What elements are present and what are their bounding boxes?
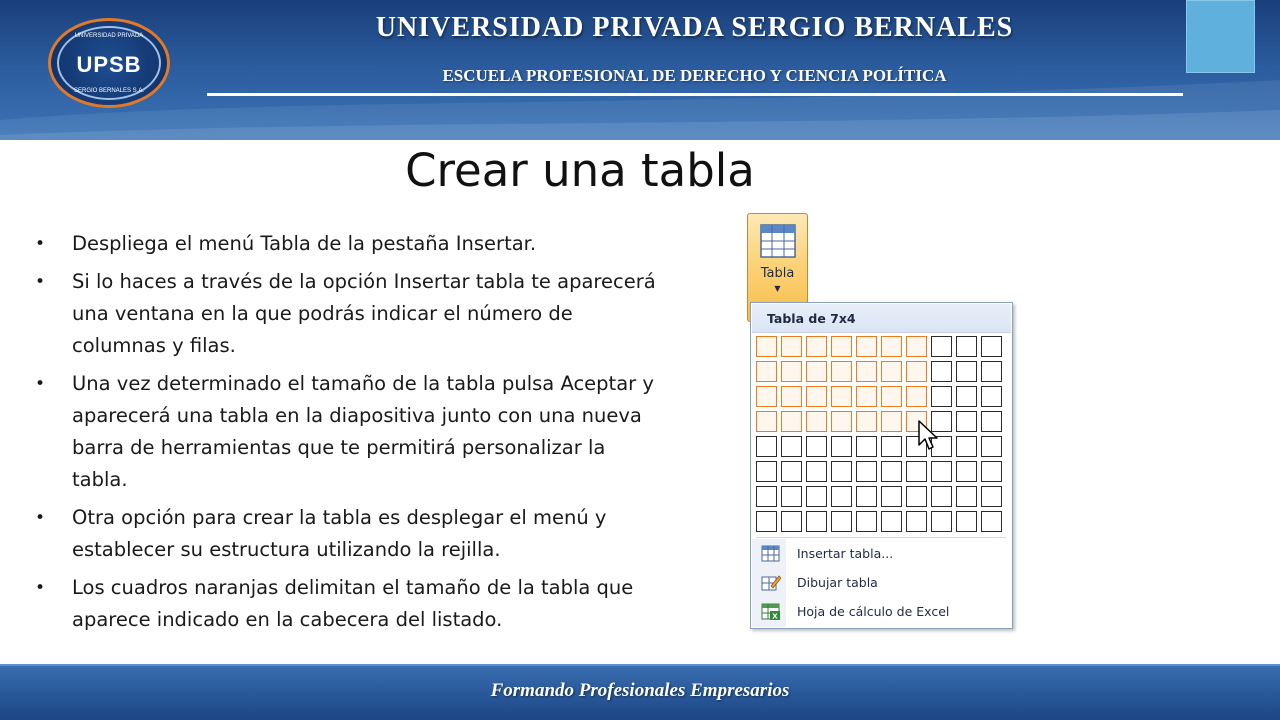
grid-cell[interactable] [806,511,827,532]
grid-cell[interactable] [981,361,1002,382]
grid-cell[interactable] [756,436,777,457]
grid-cell-selected[interactable] [881,411,902,432]
grid-cell[interactable] [756,461,777,482]
grid-cell[interactable] [881,486,902,507]
grid-cell-selected[interactable] [806,411,827,432]
grid-cell-selected[interactable] [856,411,877,432]
grid-cell-selected[interactable] [881,386,902,407]
draw-table-label: Dibujar tabla [797,575,878,590]
grid-cell-selected[interactable] [806,386,827,407]
grid-cell-selected[interactable] [831,411,852,432]
bullet-item [35,502,665,566]
grid-cell[interactable] [981,511,1002,532]
bullet-item [35,228,665,260]
grid-cell[interactable] [781,461,802,482]
grid-cell[interactable] [831,461,852,482]
draw-table-icon [761,574,781,592]
grid-cell[interactable] [881,461,902,482]
grid-cell-selected[interactable] [756,386,777,407]
grid-cell[interactable] [931,511,952,532]
grid-cell-selected[interactable] [856,361,877,382]
grid-cell[interactable] [856,461,877,482]
bullet-dot-icon: • [35,374,46,394]
insert-table-label: Insertar tabla... [797,546,894,561]
grid-cell[interactable] [856,486,877,507]
table-dropdown-menu [750,302,1013,629]
grid-cell[interactable] [781,511,802,532]
grid-cell[interactable] [956,336,977,357]
grid-cell[interactable] [981,461,1002,482]
grid-cell-selected[interactable] [881,336,902,357]
grid-cell[interactable] [856,436,877,457]
excel-sheet-icon [761,603,781,621]
grid-cell-selected[interactable] [781,386,802,407]
grid-cell[interactable] [806,486,827,507]
bullet-item [35,368,665,496]
grid-cell-selected[interactable] [831,336,852,357]
grid-cell-selected[interactable] [806,336,827,357]
grid-cell-selected[interactable] [781,336,802,357]
bullet-list [35,228,665,642]
grid-cell[interactable] [931,486,952,507]
grid-cell[interactable] [981,411,1002,432]
grid-cell[interactable] [831,436,852,457]
grid-cell[interactable] [756,511,777,532]
header-divider [207,93,1183,96]
grid-cell-selected[interactable] [881,361,902,382]
grid-cell[interactable] [931,461,952,482]
bullet-dot-icon: • [35,578,46,598]
dropdown-header [752,304,1011,333]
svg-text:X: X [772,612,778,621]
logo-main-text: UPSB [76,52,142,77]
grid-cell[interactable] [781,486,802,507]
table-size-label: Tabla de 7x4 [767,311,856,326]
grid-cell[interactable] [906,461,927,482]
footer-divider [0,664,1280,666]
table-icon [760,224,796,258]
grid-cell-selected[interactable] [756,361,777,382]
logo-top-text: UNIVERSIDAD PRIVADA [74,33,144,39]
logo-bottom-text: SERGIO BERNALES S.A. [73,88,145,94]
menu-separator [756,537,1006,538]
mouse-cursor-icon [917,419,939,453]
grid-cell-selected[interactable] [906,336,927,357]
grid-cell[interactable] [831,511,852,532]
grid-cell[interactable] [956,461,977,482]
footer-tagline: Formando Profesionales Empresarios [490,680,790,701]
bullet-item [35,266,665,362]
insert-table-icon [761,545,781,563]
grid-cell-selected[interactable] [906,361,927,382]
bullet-dot-icon: • [35,272,46,292]
grid-cell[interactable] [931,386,952,407]
grid-cell-selected[interactable] [856,386,877,407]
grid-cell[interactable] [981,436,1002,457]
bullet-text: Los cuadros naranjas delimitan el tamaño de la tabla que aparece indicado en la cabecera del listado. [72,576,634,631]
grid-cell[interactable] [981,336,1002,357]
grid-cell[interactable] [956,486,977,507]
grid-cell[interactable] [881,511,902,532]
grid-cell[interactable] [781,436,802,457]
bullet-dot-icon: • [35,234,46,254]
dropdown-arrow-icon: ▼ [774,284,781,293]
grid-cell-selected[interactable] [806,361,827,382]
grid-cell[interactable] [806,461,827,482]
grid-cell-selected[interactable] [756,336,777,357]
grid-cell[interactable] [956,411,977,432]
grid-cell-selected[interactable] [781,411,802,432]
grid-cell[interactable] [756,486,777,507]
slide-title: Crear una tabla [405,144,755,197]
grid-cell-selected[interactable] [781,361,802,382]
bullet-text: Una vez determinado el tamaño de la tabla pulsa Aceptar y aparecerá una tabla en la diapositiva junto con una nueva barra de herramientas que te permitirá personalizar la tabla. [72,372,654,491]
grid-cell[interactable] [806,436,827,457]
draw-table-menu-item[interactable] [752,570,1011,596]
excel-sheet-label: Hoja de cálculo de Excel [797,604,950,619]
school-name: ESCUELA PROFESIONAL DE DERECHO Y CIENCIA POLÍTICA [442,66,947,85]
grid-cell-selected[interactable] [756,411,777,432]
bullet-text: Otra opción para crear la tabla es desplegar el menú y establecer su estructura utilizando la rejilla. [72,506,607,561]
table-button-label: Tabla [760,266,795,281]
grid-cell[interactable] [906,486,927,507]
grid-cell-selected[interactable] [831,386,852,407]
university-logo [48,18,170,108]
grid-cell-selected[interactable] [831,361,852,382]
header-banner [0,0,1280,140]
grid-cell[interactable] [981,386,1002,407]
grid-cell[interactable] [906,511,927,532]
excel-sheet-menu-item[interactable] [752,599,1011,625]
grid-cell-selected[interactable] [906,386,927,407]
grid-cell[interactable] [881,436,902,457]
bullet-text: Despliega el menú Tabla de la pestaña Insertar. [72,232,537,255]
bullet-dot-icon: • [35,508,46,528]
grid-cell[interactable] [931,361,952,382]
corner-accent-box [1186,0,1255,73]
university-name: UNIVERSIDAD PRIVADA SERGIO BERNALES [375,12,1014,43]
grid-cell[interactable] [981,486,1002,507]
grid-cell[interactable] [931,336,952,357]
grid-cell[interactable] [956,361,977,382]
grid-cell[interactable] [831,486,852,507]
grid-cell-selected[interactable] [856,336,877,357]
insert-table-menu-item[interactable] [752,541,1011,567]
grid-cell[interactable] [956,511,977,532]
grid-cell[interactable] [956,386,977,407]
grid-cell[interactable] [856,511,877,532]
grid-cell[interactable] [956,436,977,457]
bullet-text: Si lo haces a través de la opción Insertar tabla te aparecerá una ventana en la que podrás indicar el número de columnas y filas. [72,270,656,357]
bullet-item [35,572,665,636]
